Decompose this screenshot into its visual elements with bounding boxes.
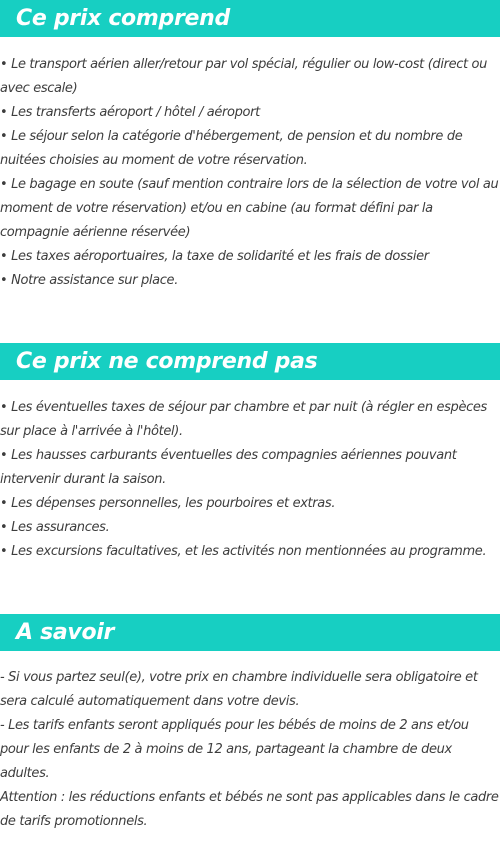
- list-item: • Les excursions facultatives, et les activités non mentionnées au programme.: [0, 544, 487, 559]
- list-item: • Les hausses carburants éventuelles des compagnies aériennes pouvant intervenir durant la saison.: [0, 448, 457, 487]
- section-title: Ce prix comprend: [16, 6, 230, 31]
- price-includes-list: [0, 53, 500, 293]
- list-item: • Le transport aérien aller/retour par vol spécial, régulier ou low-cost (direct ou avec escale): [0, 57, 488, 96]
- list-item: Attention : les réductions enfants et bébés ne sont pas applicables dans le cadre de tarifs promotionnels.: [0, 790, 499, 829]
- list-item: • Les taxes aéroportuaires, la taxe de solidarité et les frais de dossier: [0, 249, 429, 264]
- section-header-price-includes: [0, 0, 500, 37]
- list-item: • Le bagage en soute (sauf mention contraire lors de la sélection de votre vol au moment de votre réservation) et/ou en cabine (au format défini par la compagnie aérienne réservée): [0, 177, 499, 240]
- section-title: Ce prix ne comprend pas: [16, 349, 318, 374]
- list-item: - Les tarifs enfants seront appliqués pour les bébés de moins de 2 ans et/ou pour les enfants de 2 à moins de 12 ans, partageant la chambre de deux adultes.: [0, 718, 469, 781]
- good-to-know-list: [0, 666, 500, 834]
- list-item: • Les transferts aéroport / hôtel / aéroport: [0, 105, 260, 120]
- price-excludes-list: [0, 396, 500, 564]
- list-item: - Si vous partez seul(e), votre prix en chambre individuelle sera obligatoire et sera calculé automatiquement dans votre devis.: [0, 670, 478, 709]
- list-item: • Les dépenses personnelles, les pourboires et extras.: [0, 496, 336, 511]
- section-header-good-to-know: [0, 614, 500, 651]
- section-header-price-excludes: [0, 343, 500, 380]
- list-item: • Notre assistance sur place.: [0, 273, 178, 288]
- list-item: • Les éventuelles taxes de séjour par chambre et par nuit (à régler en espèces sur place à l'arrivée à l'hôtel).: [0, 400, 487, 439]
- list-item: • Le séjour selon la catégorie d'hébergement, de pension et du nombre de nuitées choisies au moment de votre réservation.: [0, 129, 463, 168]
- list-item: • Les assurances.: [0, 520, 110, 535]
- section-title: A savoir: [16, 620, 115, 645]
